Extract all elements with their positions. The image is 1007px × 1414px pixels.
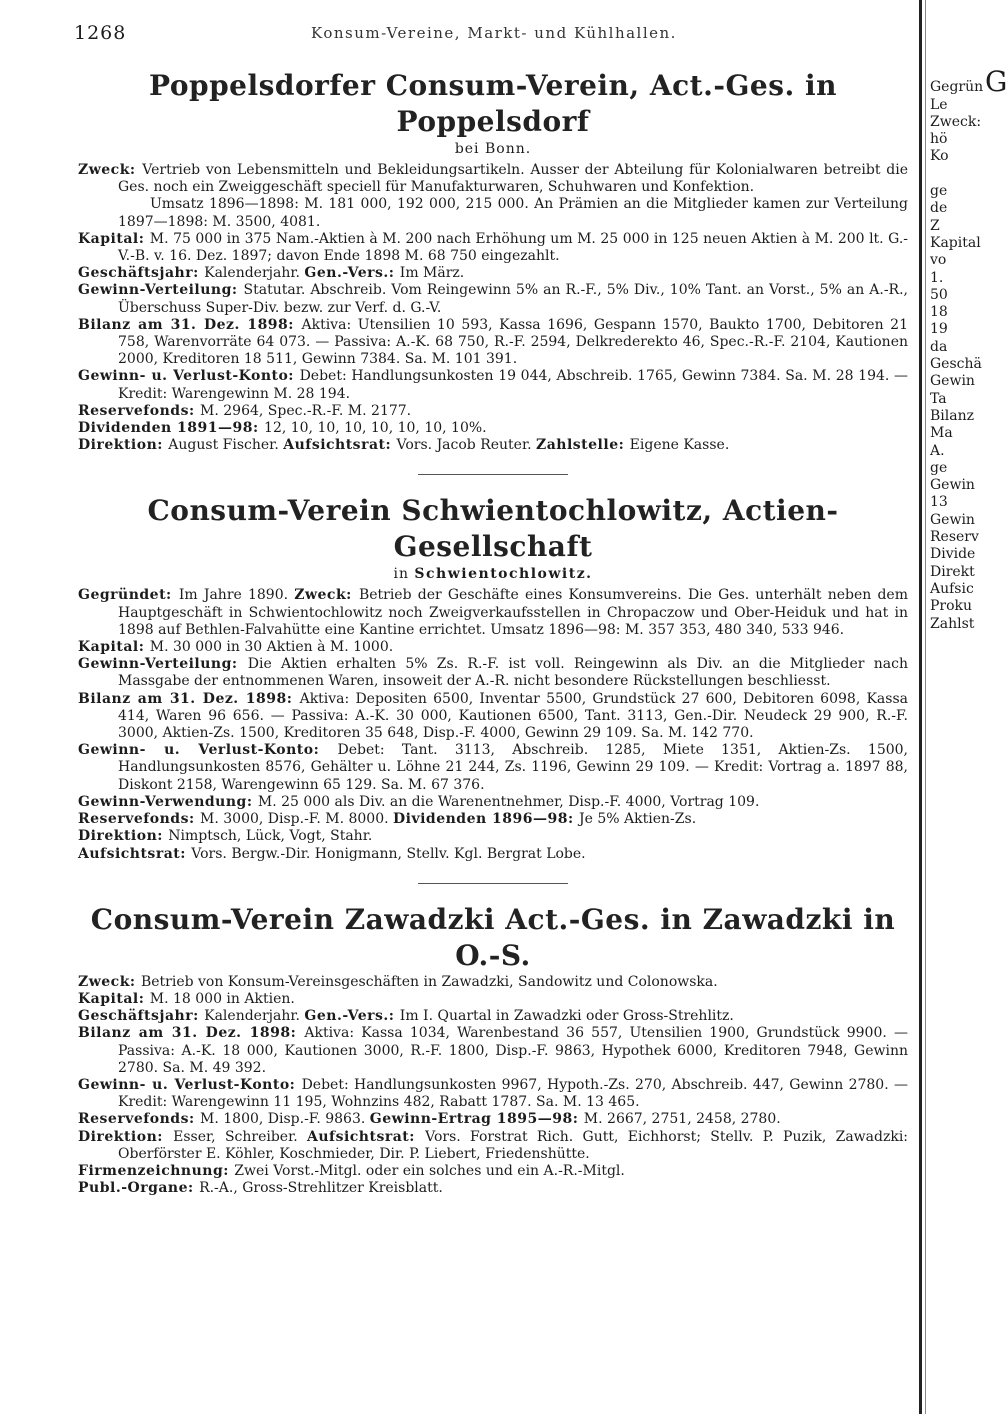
- margin-fragment: Gegrün: [930, 79, 984, 96]
- entry-paragraph: [78, 828, 908, 845]
- entry-paragraph: [78, 1163, 908, 1180]
- entry-paragraph: [78, 1111, 908, 1128]
- field-value: M. 75 000 in 375 Nam.-Aktien à M. 200 nach Erhöhung um M. 25 000 in 125 neuen Aktien à M. 200 lt. G.-V.-B. v. 16. Dez. 1897; davon Ende 1898 M. 68 750 eingezahlt.: [118, 230, 908, 265]
- field-label: Geschäftsjahr:: [78, 265, 205, 282]
- field-label: Kapital:: [78, 639, 150, 656]
- margin-fragment: Geschä: [930, 356, 982, 373]
- field-label: Zahlstelle:: [536, 437, 630, 454]
- margin-fragment: Gewin: [930, 373, 975, 390]
- field-value: M. 2964, Spec.-R.-F. M. 2177.: [200, 402, 412, 419]
- field-label: Reservefonds:: [78, 1111, 201, 1128]
- running-head: Konsum-Vereine, Markt- und Kühlhallen.: [311, 24, 677, 42]
- adjacent-column-fragment: [930, 62, 1007, 633]
- entry-paragraph: [78, 282, 908, 316]
- field-value: Je 5% Aktien-Zs.: [579, 811, 697, 828]
- entry-title: Consum-Verein Schwientochlowitz, Actien-Gesellschaft: [147, 494, 839, 564]
- field-value: Vors. Forstrat Rich. Gutt, Eichhorst; Stellv. P. Puzik, Zawadzki: Oberförster E. Köhler, Koschmieder, Dir. P. Liebert, Friedenshütte.: [118, 1128, 909, 1162]
- page-header: [74, 22, 914, 56]
- margin-fragment: 1.: [930, 269, 944, 286]
- gutter-line: [919, 0, 922, 1414]
- field-label: Gewinn-Verwendung:: [78, 793, 258, 810]
- entry-subtitle-place: Schwientochlowitz.: [414, 566, 593, 583]
- entry-paragraph: [78, 794, 908, 811]
- entry-paragraph: [78, 1008, 908, 1025]
- field-value: Debet: Tant. 3113, Abschreib. 1285, Miete 1351, Aktien-Zs. 1500, Handlungsunkosten 8576, Gehälter u. Löhne 21 244, Zs. 1196, Gewinn 29 109. — Kredit: Vortrag a. 1897 88, Diskont 2158, Warengewinn 65 129. Sa. M. 67 376.: [118, 742, 908, 793]
- margin-fragment: Ta: [930, 390, 947, 407]
- field-label: Aufsichtsrat:: [307, 1128, 426, 1145]
- gutter-line-inner: [925, 0, 926, 1414]
- field-value: M. 1800, Disp.-F. 9863.: [200, 1111, 370, 1128]
- field-label: Bilanz am 31. Dez. 1898:: [78, 690, 300, 707]
- field-label: Gewinn-Verteilung:: [78, 282, 244, 299]
- margin-fragment: de: [930, 200, 948, 217]
- entry-paragraph: [78, 991, 908, 1008]
- entry-paragraph: [78, 587, 908, 639]
- company-entry: [78, 493, 908, 862]
- margin-fragment: 13: [930, 494, 948, 511]
- margin-fragment: 19: [930, 321, 948, 338]
- entry-paragraph: [78, 403, 908, 420]
- margin-fragment: 18: [930, 304, 948, 321]
- field-value: M. 3000, Disp.-F. M. 8000.: [200, 811, 394, 828]
- field-value: Aktiva: Utensilien 10 593, Kassa 1696, Gespann 1570, Baukto 1700, Debitoren 21 758, Warenvorräte 64 073. — Passiva: A.-K. 68 750, R.-F. 2594, Delkrederekto 46, Spec.-R.-F. 2104, Kautionen 2000, Kreditoren 18 511, Gewinn 7384. Sa. M. 101 391.: [118, 316, 908, 368]
- field-label: Direktion:: [78, 437, 169, 454]
- field-value: R.-A., Gross-Strehlitzer Kreisblatt.: [199, 1180, 443, 1197]
- page-number: 1268: [74, 22, 127, 44]
- entry-paragraph: [78, 317, 908, 369]
- entry-paragraph: [78, 1025, 908, 1077]
- entry-subtitle: bei Bonn.: [454, 141, 532, 157]
- field-label: Direktion:: [78, 1128, 174, 1145]
- margin-fragment: Le: [930, 96, 948, 113]
- margin-fragment: Divide: [930, 546, 976, 563]
- margin-fragment: 50: [930, 286, 948, 303]
- margin-fragment: vo: [930, 252, 947, 269]
- entry-title: Poppelsdorfer Consum-Verein, Act.-Ges. in Poppelsdorf: [149, 69, 837, 138]
- entry-paragraph: [78, 656, 908, 690]
- field-value: M. 25 000 als Div. an die Warenentnehmer, Disp.-F. 4000, Vortrag 109.: [257, 793, 760, 810]
- field-value: Vors. Bergw.-Dir. Honigmann, Stellv. Kgl. Bergrat Lobe.: [191, 845, 586, 862]
- margin-fragment: Proku: [930, 598, 973, 615]
- entry-paragraph: [78, 162, 908, 196]
- margin-fragment: Bilanz: [930, 407, 974, 424]
- field-label: Firmenzeichnung:: [78, 1162, 235, 1179]
- field-label: Dividenden 1896—98:: [393, 811, 580, 828]
- field-value: Eigene Kasse.: [629, 437, 730, 454]
- entry-paragraph: [78, 811, 908, 828]
- margin-fragment: G: [985, 65, 1007, 98]
- entry-paragraph: [78, 265, 908, 282]
- field-label: Geschäftsjahr:: [78, 1008, 205, 1025]
- field-value: Zwei Vorst.-Mitgl. oder ein solches und ein A.-R.-Mitgl.: [234, 1162, 625, 1179]
- entry-paragraph: [78, 1129, 908, 1163]
- field-label: Gen.-Vers.:: [304, 265, 400, 282]
- field-value: Esser, Schreiber.: [173, 1128, 308, 1145]
- entry-paragraph: [78, 368, 908, 402]
- field-label: Bilanz am 31. Dez. 1898:: [78, 1025, 305, 1042]
- field-value: August Fischer.: [168, 437, 284, 454]
- field-value: Im I. Quartal in Zawadzki oder Gross-Strehlitz.: [399, 1008, 734, 1025]
- entry-title: Consum-Verein Zawadzki Act.-Ges. in Zawadzki in O.-S.: [90, 902, 896, 972]
- entry-paragraph: [78, 1077, 908, 1111]
- entry-separator: [418, 883, 568, 884]
- field-label: Gegründet:: [78, 587, 179, 604]
- margin-fragment: ge: [930, 459, 948, 476]
- field-value: 12, 10, 10, 10, 10, 10, 10, 10%.: [264, 420, 487, 437]
- entry-subtitle: [78, 565, 908, 583]
- field-label: Zweck:: [78, 162, 143, 178]
- entry-separator: [418, 474, 568, 475]
- field-value: Debet: Handlungsunkosten 19 044, Abschreib. 1765, Gewinn 7384. Sa. M. 28 194. — Kredit: Warengewinn M. 28 194.: [118, 368, 908, 402]
- entry-paragraph: [78, 196, 908, 230]
- field-value: Vors. Jacob Reuter.: [396, 437, 537, 454]
- field-value: Im Jahre 1890.: [178, 587, 295, 604]
- entry-paragraph: [78, 1180, 908, 1197]
- margin-fragment: Gewin: [930, 477, 975, 494]
- field-label: Aufsichtsrat:: [283, 437, 397, 454]
- margin-fragment: Z: [930, 217, 940, 234]
- entry-subtitle-prefix: in: [393, 566, 415, 583]
- company-entry: [78, 902, 908, 1198]
- field-value: Debet: Handlungsunkosten 9967, Hypoth.-Zs. 270, Abschreib. 447, Gewinn 2780. — Kredit: Warengewinn 11 195, Wohnzins 482, Rabatt 1787. Sa. M. 13 465.: [118, 1076, 908, 1111]
- margin-fragment: Aufsic: [930, 580, 974, 597]
- entry-paragraph: [78, 974, 908, 991]
- main-column: [78, 62, 908, 1207]
- entry-paragraph: [78, 437, 908, 454]
- field-value: M. 18 000 in Aktien.: [149, 990, 295, 1007]
- field-value: Kalenderjahr.: [204, 265, 305, 282]
- field-label: Gewinn- u. Verlust-Konto:: [78, 1076, 302, 1093]
- field-label: Gewinn- u. Verlust-Konto:: [78, 368, 300, 385]
- entry-paragraph: [78, 231, 908, 265]
- field-label: Gewinn-Ertrag 1895—98:: [369, 1111, 584, 1128]
- entry-paragraph: [78, 846, 908, 863]
- margin-fragment: Zweck:: [930, 113, 982, 130]
- company-entry: [78, 68, 908, 454]
- field-value: Vertrieb von Lebensmitteln und Bekleidungsartikeln. Ausser der Abteilung für Kolonialwaren betreibt die Ges. noch ein Zweiggeschäft speciell für Manufakturwaren, Schuhwaren und Konfektion.: [118, 162, 908, 196]
- entry-paragraph: [78, 420, 908, 437]
- field-label: Kapital:: [78, 990, 150, 1007]
- margin-fragment: A.: [930, 442, 945, 459]
- field-value: Im März.: [399, 265, 465, 282]
- field-label: Bilanz am 31. Dez. 1898:: [78, 316, 302, 333]
- field-value: Umsatz 1896—1898: M. 181 000, 192 000, 215 000. An Prämien an die Mitglieder kamen zur Verteilung 1897—1898: M. 3500, 4081.: [118, 196, 908, 230]
- margin-fragment: hö: [930, 131, 948, 148]
- field-value: Aktiva: Depositen 6500, Inventar 5500, Grundstück 27 600, Debitoren 6098, Kassa 414, Waren 96 656. — Passiva: A.-K. 30 000, Kautionen 6500, Tant. 3113, Gen.-Dir. Neudeck 29 900, R.-F. 3000, Aktien-Zs. 1500, Kreditoren 35 648, Disp.-F. 4000, Gewinn 29 109. Sa. M. 142 770.: [118, 690, 908, 742]
- margin-fragment: Ko: [930, 148, 949, 165]
- margin-fragment: Ma: [930, 425, 953, 442]
- field-label: Direktion:: [78, 828, 169, 845]
- field-label: Reservefonds:: [78, 811, 201, 828]
- field-value: M. 2667, 2751, 2458, 2780.: [583, 1111, 781, 1128]
- field-value: Kalenderjahr.: [204, 1008, 305, 1025]
- field-label: Dividenden 1891—98:: [78, 420, 265, 437]
- margin-fragment: [930, 166, 1000, 183]
- field-label: Aufsichtsrat:: [78, 845, 192, 862]
- margin-fragment: Zahlst: [930, 615, 975, 632]
- field-value: Betrieb der Geschäfte eines Konsumvereins. Die Ges. unterhält neben dem Hauptgeschäft in Schwientochlowitz noch Zweigverkaufsstellen in Chropaczow und Ober-Heiduk und hat in 1898 auf Bethlen-Falvahütte eine Kantine errichtet. Umsatz 1896—98: M. 357 353, 480 340, 533 946.: [118, 587, 908, 638]
- margin-fragment: Direkt: [930, 563, 975, 580]
- field-label: Publ.-Organe:: [78, 1180, 200, 1197]
- field-label: Reservefonds:: [78, 402, 201, 419]
- field-value: Statutar. Abschreib. Vom Reingewinn 5% an R.-F., 5% Div., 10% Tant. an Vorst., 5% an A.-R., Überschuss Super-Div. bezw. zur Verf. d. G.-V.: [118, 282, 908, 316]
- field-value: M. 30 000 in 30 Aktien à M. 1000.: [149, 639, 394, 656]
- field-value: Betrieb von Konsum-Vereinsgeschäften in Zawadzki, Sandowitz und Colonowska.: [140, 973, 718, 990]
- field-label: Zweck:: [78, 973, 141, 990]
- margin-fragment: ge: [930, 183, 948, 200]
- margin-fragment: Gewin: [930, 511, 975, 528]
- field-label: Gen.-Vers.:: [304, 1008, 400, 1025]
- field-label: Zweck:: [294, 587, 359, 604]
- margin-fragment: Reserv: [930, 529, 979, 546]
- field-value: Nimptsch, Lück, Vogt, Stahr.: [168, 828, 373, 845]
- field-label: Kapital:: [78, 230, 150, 247]
- margin-fragment: da: [930, 338, 948, 355]
- entry-paragraph: [78, 742, 908, 794]
- field-label: Gewinn-Verteilung:: [78, 656, 248, 673]
- entry-paragraph: [78, 691, 908, 743]
- field-label: Gewinn- u. Verlust-Konto:: [78, 742, 338, 759]
- entry-paragraph: [78, 639, 908, 656]
- margin-fragment: Kapital: [930, 234, 981, 251]
- field-value: Die Aktien erhalten 5% Zs. R.-F. ist voll. Reingewinn als Div. an die Mitglieder nach Massgabe der entnommenen Waren, insoweit der A.-R. nicht besondere Rückstellungen beschliesst.: [118, 656, 908, 690]
- field-value: Aktiva: Kassa 1034, Warenbestand 36 557, Utensilien 1900, Grundstück 9900. — Passiva: A.-K. 18 000, Kautionen 3000, R.-F. 1800, Disp.-F. 9863, Hypothek 6000, Kreditoren 7948, Gewinn 2780. Sa. M. 49 392.: [118, 1025, 908, 1076]
